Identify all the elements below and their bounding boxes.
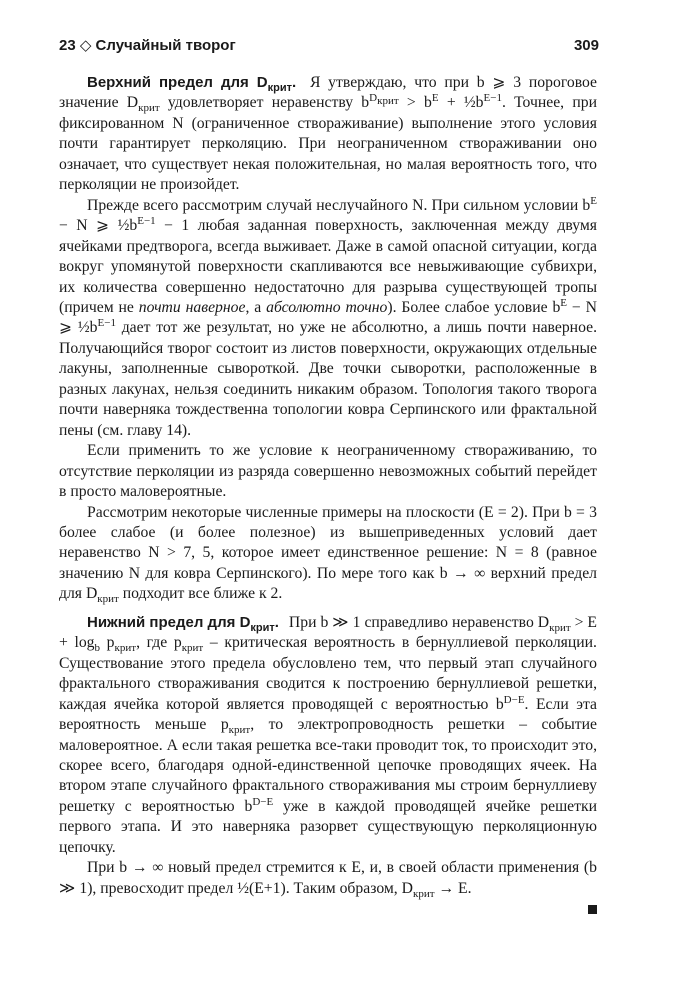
paragraph-nonrandom-n: Прежде всего рассмотрим случай неслучайного N. При сильном условии $b^E - N$ ⩾ $\frac{1}{2}b^{E-1} - 1$ любая заданная поверхность, заключенная между двумя ячейками предтворога, всегда выживает. Даже в самой опасной ситуации, когда вокруг упомянутой поверхности скапливаются все невыживающие субвихри, их количества совершенно недостаточно для разрыва существующей тропы (причем не почти наверное, а абсолютно точно). Более слабое условие $b^E - N$ ⩾ $\frac{1}{2}b^{E-1}$ дает тот же результат, но уже не абсолютно, а лишь почти наверное. Получающийся творог состоит из листов поверхности, окружающих отдельные лакуны, заполненные сывороткой. Две точки сыворотки, расположенные в разных лакунах, нельзя соединить никаким образом. Топология такого творога почти наверняка тождественна топологии ковра Серпинского или фрактальной пены (см. главу 14). — [59, 194, 597, 439]
upper-bound-paragraph: Верхний предел для $D_{крит}$. Я утверждаю, что при b ⩾ 3 пороговое значение $D_{крит}$ удовлетворяет неравенству $b^{D_{крит}} > b^E$ + $\frac{1}{2}b^{E-1}$. Точнее, при фиксированном N (ограниченное створаживание) выполнение этого условия почти гарантирует перколяцию. При неограниченном створаживании оно означает, что существует некая положительная, но малая вероятность того, что перколяции не произойдет. — [59, 74, 598, 194]
lower-bound-paragraph: Нижний предел для $D_{крит}$. При b ≫ 1 справедливо неравенство $D_{крит} > E + \log_b p_{крит}$, где $p_{крит}$ – критическая вероятность в бернуллиевой перколяции. Существование этого предела обусловлено тем, что первый этап случайного фрактального створаживания сводится к построению бернуллиевой решетки, каждая ячейка которой является проводящей с вероятностью $b^{D-E}$. Если эта вероятность меньше $p_{крит}$, то электропроводность решетки – событие маловероятное. А если такая решетка все-таки проводит ток, то происходит это, скорее всего, благодаря одной-единственной цепочке проводящих ячеек. На втором этапе случайного фрактального створаживания мы строим бернуллиеву решетку с вероятностью $b^{D-E}$ уже в каждой проводящей ячейке решетки первого этапа. И это наверняка разорвет существующую перколяционную цепочку. — [59, 613, 597, 856]
section-heading-upper: Верхний предел для $D_{крит}$. — [87, 74, 297, 94]
paragraph-limit: При b → ∞ новый предел стремится к E, и, в своей области применения (b ≫ 1), превосходит предел ½(E+1). Таким образом, $D_{крит} \to E$. — [59, 859, 597, 900]
paragraph-unbounded: Если применить то же условие к неограниченному створаживанию, то отсутствие перколяции из разряда совершенно невозможных событий перейдет в просто маловероятные. — [59, 442, 597, 501]
page-number: 309 — [573, 37, 599, 54]
black-square-icon — [588, 905, 597, 914]
section-heading-lower: Нижний предел для $D_{крит}$. — [87, 613, 279, 634]
chapter-title: 23 ◇ Случайный творог — [59, 37, 236, 54]
paragraph-numeric-examples: Рассмотрим некоторые численные примеры на плоскости (E = 2). При b = 3 более слабое (и более полезное) из вышеприведенных условий дает неравенство N > 7, 5, которое имеет единственное решение: N = 8 (равное значению N для ковра Серпинского). По мере того как b → ∞ верхний предел для $D_{крит}$ подходит все ближе к 2. — [59, 503, 597, 606]
running-header — [59, 36, 599, 54]
page-body — [59, 73, 597, 914]
